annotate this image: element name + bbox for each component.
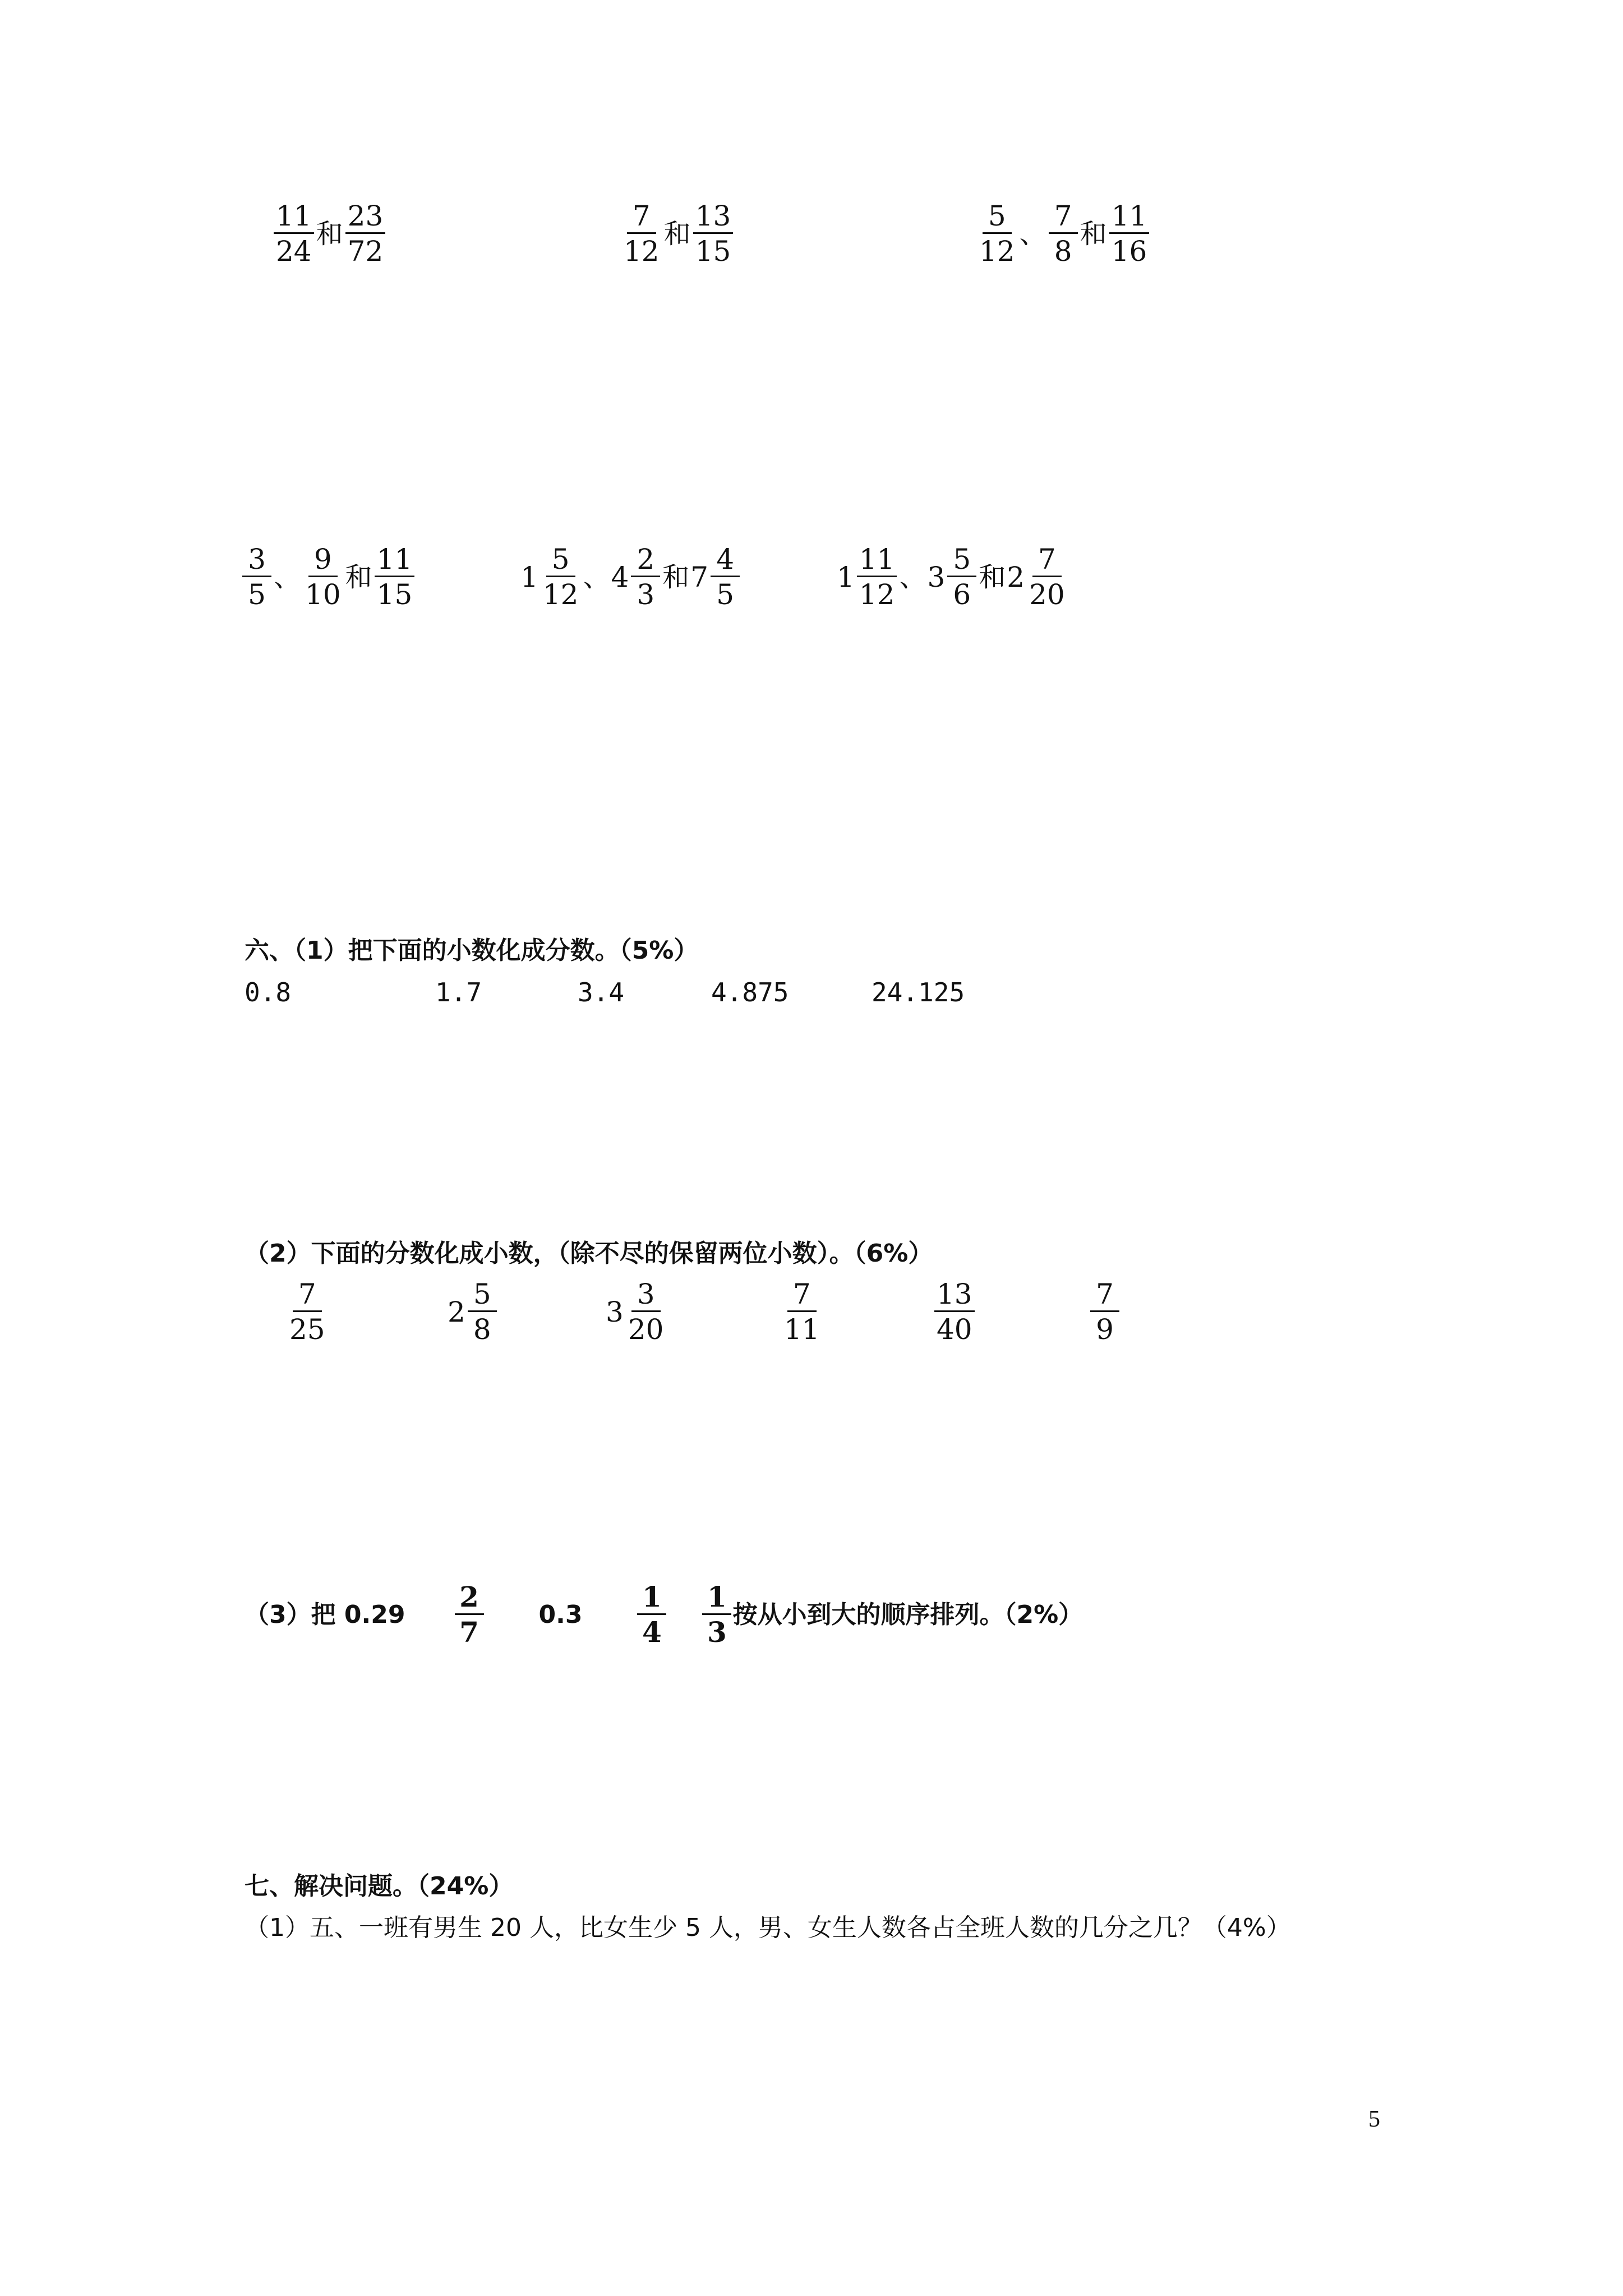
section7-title: 七、解决问题。（24%） [245, 1872, 514, 1901]
fraction-to-decimal-5 [933, 1278, 976, 1346]
section6-part2-title: （2）下面的分数化成小数，（除不尽的保留两位小数）。（6%） [245, 1239, 933, 1268]
section7-question-1: （1）五、一班有男生 20 人，比女生少 5 人，男、女生人数各占全班人数的几分之几？（4%） [245, 1913, 1291, 1942]
fraction: $\frac{23}{72}$ [345, 202, 386, 265]
ordering-question: （3）把 0.29 $\frac{2}{7}$ 0.3 $\frac{1}{4}$ $\frac{1}{3}$ 按从小到大的顺序排列。（2%） [245, 1580, 1083, 1649]
fraction: $\frac{7}{11}$ [784, 1278, 820, 1346]
decimal-value: 4.875 [711, 977, 789, 1007]
fraction: $\frac{4}{5}$ [711, 545, 740, 609]
fraction: $\frac{1}{3}$ [702, 1583, 731, 1646]
fraction: $\frac{11}{15}$ [375, 545, 415, 609]
fraction: $\frac{11}{24}$ [274, 202, 314, 265]
decimal-value: 24.125 [872, 977, 965, 1007]
fraction: $\frac{1}{4}$ [637, 1583, 666, 1646]
fraction-triple-2: $\frac{3}{5}$ 、 $\frac{9}{10}$ 和 $\frac{11}{15}$ [241, 545, 416, 609]
fraction: $\frac{3}{5}$ [242, 545, 271, 609]
decimal-value: 0.8 [245, 977, 292, 1007]
fraction: $\frac{3}{20}$ [628, 1278, 664, 1346]
fraction-to-decimal-6 [1089, 1278, 1121, 1346]
fraction: $\frac{5}{8}$ [468, 1280, 497, 1343]
fraction: $\frac{9}{10}$ [305, 543, 341, 611]
fraction: $\frac{11}{12}$ [857, 545, 897, 609]
fraction-to-decimal-2: 2 $\frac{5}{8}$ [448, 1280, 498, 1343]
decimal-value: 3.4 [578, 977, 625, 1007]
fraction: $\frac{5}{12}$ [542, 543, 579, 611]
fraction: $\frac{7}{8}$ [1049, 202, 1078, 265]
page-number: 5 [1368, 2106, 1380, 2132]
fraction: $\frac{7}{20}$ [1029, 543, 1065, 611]
fraction-to-decimal-4 [781, 1278, 823, 1346]
fraction-pair-1: $\frac{11}{24}$ 和 $\frac{23}{72}$ [273, 202, 386, 265]
fraction-to-decimal-3: 3 $\frac{3}{20}$ [606, 1280, 667, 1343]
mixed-number-triple-2: 1 $\frac{11}{12}$ 、 3 $\frac{5}{6}$ 和 2 $\frac{7}{20}$ [837, 545, 1068, 609]
fraction: $\frac{11}{16}$ [1109, 202, 1150, 265]
fraction-pair-2: $\frac{7}{12}$ 和 $\frac{13}{15}$ [620, 202, 734, 265]
fraction: $\frac{13}{15}$ [693, 202, 734, 265]
fraction: $\frac{5}{6}$ [947, 545, 976, 609]
fraction-to-decimal-1 [286, 1278, 329, 1346]
fraction: $\frac{2}{3}$ [631, 545, 660, 609]
fraction: $\frac{7}{25}$ [289, 1278, 325, 1346]
section6-part1-title: 六、（1）把下面的小数化成分数。（5%） [245, 936, 699, 965]
fraction: $\frac{5}{12}$ [979, 200, 1015, 268]
fraction: $\frac{7}{9}$ [1090, 1280, 1119, 1343]
fraction-triple-1: $\frac{5}{12}$ 、 $\frac{7}{8}$ 和 $\frac{11}{16}$ [976, 202, 1150, 265]
mixed-number-triple-1: 1 $\frac{5}{12}$ 、 4 $\frac{2}{3}$ 和 7 $\frac{4}{5}$ [520, 545, 741, 609]
fraction: $\frac{13}{40}$ [934, 1280, 975, 1343]
fraction: $\frac{2}{7}$ [455, 1583, 484, 1646]
fraction: $\frac{7}{12}$ [624, 200, 660, 268]
decimal-value: 1.7 [435, 977, 482, 1007]
